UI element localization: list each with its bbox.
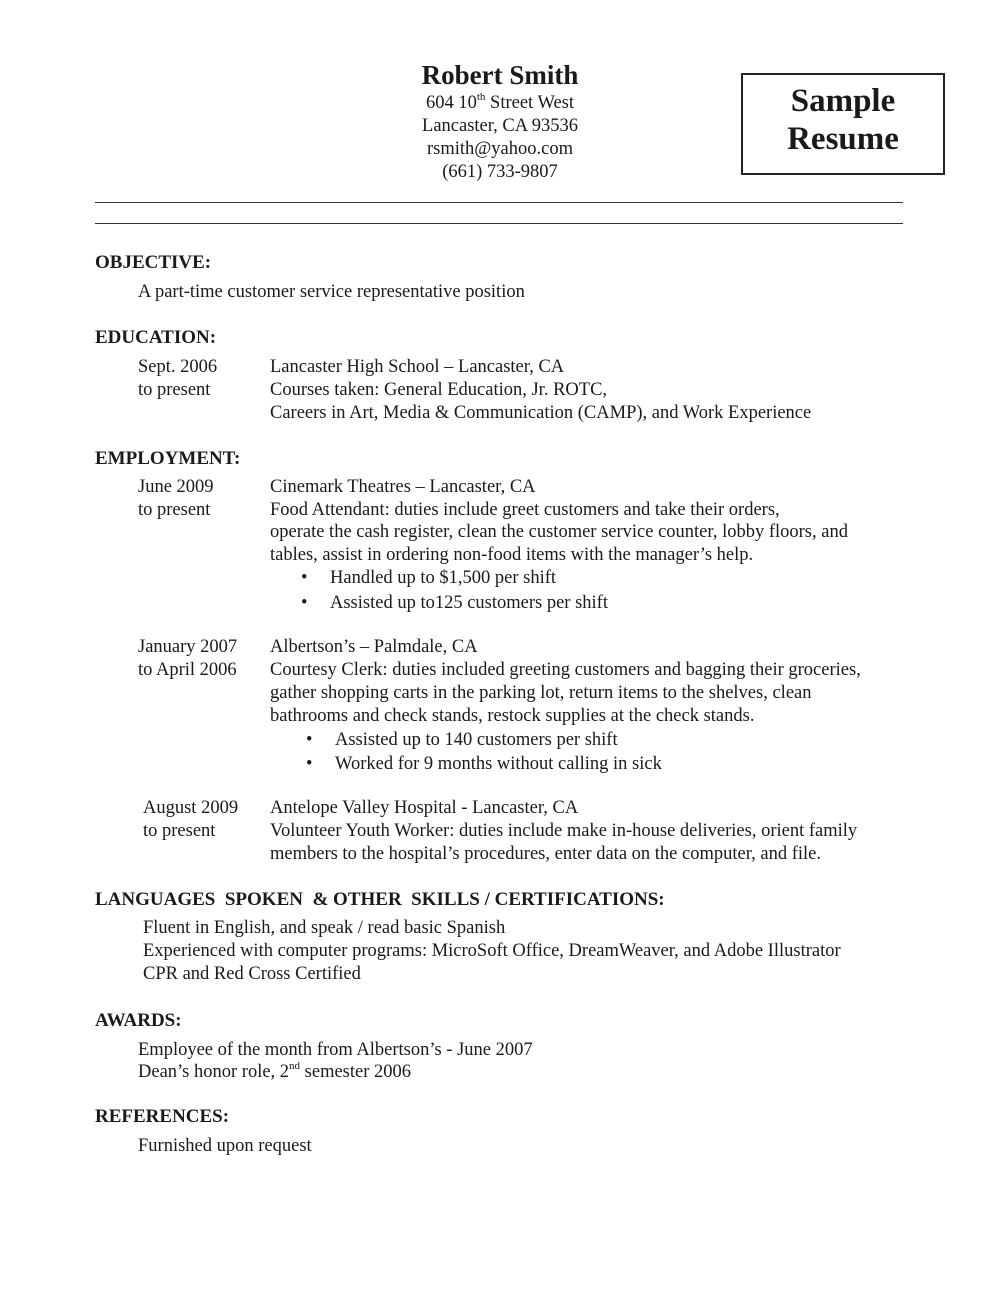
job-date-end: to present [138, 500, 211, 520]
job-description: members to the hospital’s procedures, enter data on the computer, and file. [270, 844, 821, 864]
street-address: 604 10th Street West [425, 91, 575, 113]
bullet-icon: • [306, 754, 313, 774]
objective-heading: OBJECTIVE: [95, 252, 212, 273]
job-description: bathrooms and check stands, restock supplies at the check stands. [270, 706, 755, 726]
badge-line-1: Sample [790, 83, 896, 119]
job-bullet-item: • Worked for 9 months without calling in sick [306, 754, 662, 774]
skill-line: Experienced with computer programs: MicroSoft Office, DreamWeaver, and Adobe Illustrator [143, 941, 841, 961]
job-description: Food Attendant: duties include greet customers and take their orders, [270, 500, 780, 520]
job-employer: Antelope Valley Hospital - Lancaster, CA [270, 798, 579, 818]
job-bullet-item: • Assisted up to125 customers per shift [301, 593, 608, 613]
job-bullet-item: • Handled up to $1,500 per shift [301, 568, 557, 588]
objective-text: A part-time customer service representative position [138, 282, 525, 302]
bullet-icon: • [306, 730, 313, 750]
awards-heading: AWARDS: [95, 1010, 182, 1031]
education-date-end: to present [138, 380, 211, 400]
skills-heading: LANGUAGES SPOKEN & OTHER SKILLS / CERTIFICATIONS: [95, 889, 665, 910]
city-state-zip: Lancaster, CA 93536 [422, 116, 578, 136]
education-courses-cont: Careers in Art, Media & Communication (CAMP), and Work Experience [270, 403, 812, 423]
bullet-icon: • [301, 568, 308, 588]
header-divider-top [95, 202, 903, 203]
job-employer: Cinemark Theatres – Lancaster, CA [270, 477, 536, 497]
job-employer: Albertson’s – Palmdale, CA [270, 637, 478, 657]
job-description: tables, assist in ordering non-food items with the manager’s help. [270, 545, 754, 565]
education-school: Lancaster High School – Lancaster, CA [270, 357, 565, 377]
job-description: gather shopping carts in the parking lot, return items to the shelves, clean [270, 683, 812, 703]
email-address: rsmith@yahoo.com [426, 139, 573, 159]
job-description: Courtesy Clerk: duties included greeting customers and bagging their groceries, [270, 660, 861, 680]
phone-number: (661) 733-9807 [442, 162, 558, 182]
job-date-end: to present [143, 821, 216, 841]
references-heading: REFERENCES: [95, 1106, 230, 1127]
education-heading: EDUCATION: [95, 327, 217, 348]
sample-resume-badge [741, 73, 945, 175]
bullet-icon: • [301, 593, 308, 613]
job-description: Volunteer Youth Worker: duties include make in-house deliveries, orient family [270, 821, 858, 841]
employment-heading: EMPLOYMENT: [95, 448, 241, 469]
applicant-name: Robert Smith [421, 60, 579, 90]
education-courses: Courses taken: General Education, Jr. ROTC, [270, 380, 608, 400]
award-line: Employee of the month from Albertson’s - June 2007 [138, 1040, 533, 1060]
award-line: Dean’s honor role, 2nd semester 2006 [138, 1060, 412, 1082]
job-date-start: January 2007 [138, 637, 238, 657]
job-description: operate the cash register, clean the customer service counter, lobby floors, and [270, 522, 848, 542]
badge-line-2: Resume [787, 121, 899, 157]
job-date-start: August 2009 [143, 798, 239, 818]
header-divider-bottom [95, 223, 903, 224]
job-date-end: to April 2006 [138, 660, 237, 680]
education-date-start: Sept. 2006 [138, 357, 218, 377]
job-date-start: June 2009 [138, 477, 214, 497]
skill-line: CPR and Red Cross Certified [143, 964, 361, 984]
references-text: Furnished upon request [138, 1136, 312, 1156]
skill-line: Fluent in English, and speak / read basic Spanish [143, 918, 506, 938]
job-bullet-item: • Assisted up to 140 customers per shift [306, 730, 618, 750]
